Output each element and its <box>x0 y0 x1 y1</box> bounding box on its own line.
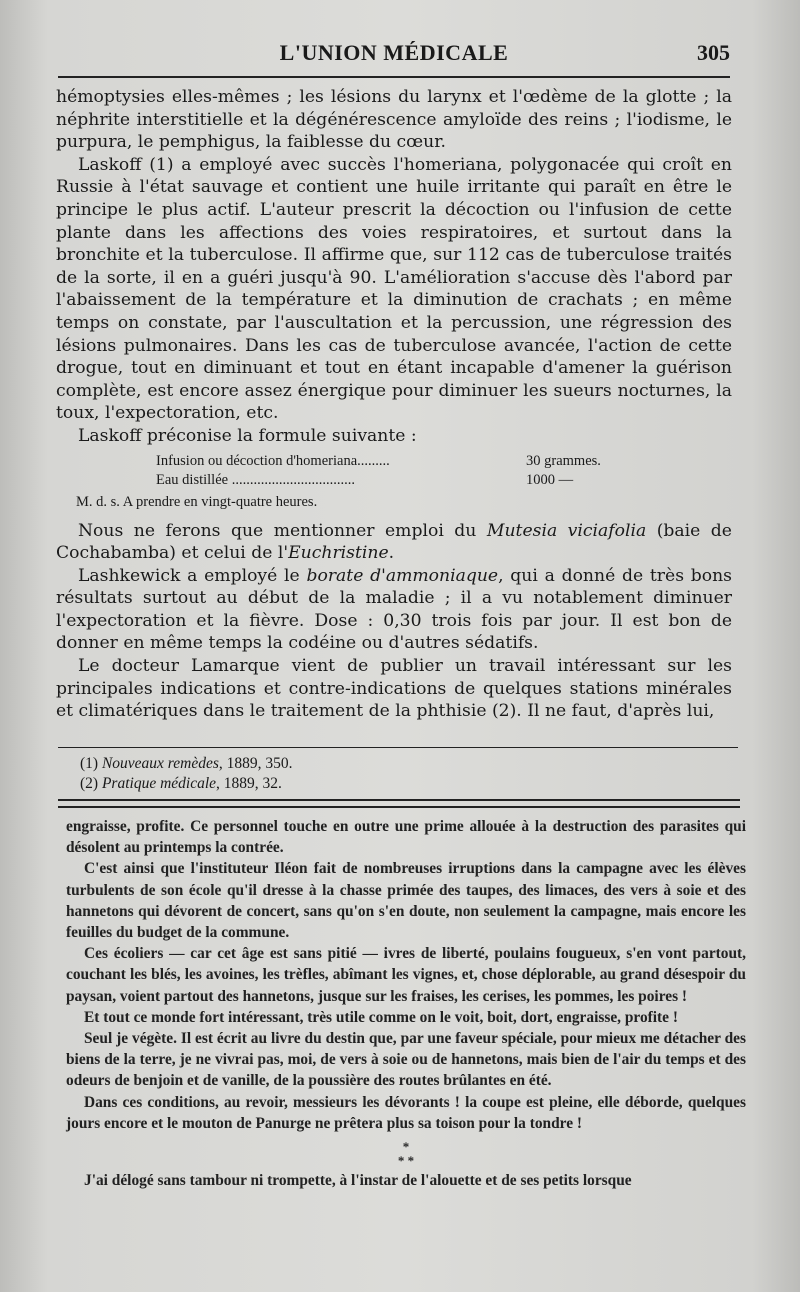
article-body <box>56 86 732 723</box>
asterism <box>66 1140 746 1168</box>
formula-ingredient: Infusion ou décoction d'homeriana......... <box>156 452 390 469</box>
feuilleton-paragraph: engraisse, profite. Ce personnel touche en outre une prime allouée à la destruction des parasites qui désolent au printemps la contrée. <box>66 818 746 857</box>
footnote <box>80 774 720 794</box>
feuilleton-paragraph: J'ai délogé sans tambour ni trompette, à l'instar de l'alouette et de ses petits lorsque <box>84 1172 632 1190</box>
paragraph-lashkewick <box>56 565 732 655</box>
feuilleton-paragraph: C'est ainsi que l'instituteur Iléon fait de nombreuses irruptions dans la campagne avec les élèves turbulents de son école qu'il dresse à la chasse primée des taupes, des limaces, des vers à soie et des hannetons qui dévorent de concert, sans qu'on s'en doute, non seulement la campagne, mais encore les feuilles du budget de la commune. <box>66 860 746 942</box>
text-run: . <box>388 543 395 564</box>
formula-quantity: 30 grammes. <box>526 452 601 469</box>
journal-title: L'UNION MÉDICALE <box>279 40 509 65</box>
footnote-source: Nouveaux remèdes <box>101 755 219 772</box>
formula-row <box>156 471 732 490</box>
formula-ingredient: Eau distillée .................................. <box>156 471 355 488</box>
paragraph-lamarque: Le docteur Lamarque vient de publier un travail intéressant sur les principales indications et contre-indications de quelques stations minérales et climatériques dans le traitement de la phthisie (2). Il ne faut, d'après lui, <box>56 656 732 722</box>
running-header <box>58 40 730 68</box>
footnote-rule <box>58 747 738 748</box>
footnote-mark: (2) <box>80 775 102 792</box>
text-run: Lashkewick a employé le <box>78 565 307 586</box>
feuilleton-paragraph: Et tout ce monde fort intéressant, très utile comme on le voit, boit, dort, engraisse, profite ! <box>84 1008 678 1026</box>
paragraph-continuation: hémoptysies elles-mêmes ; les lésions du larynx et l'œdème de la glotte ; la néphrite interstitielle et la dégénérescence amyloïde des reins ; l'iodisme, le purpura, le pemphigus, la faiblesse du cœur. <box>56 87 732 153</box>
feuilleton-paragraph: Ces écoliers — car cet âge est sans pitié — ivres de liberté, poulains fougueux, s'en vont partout, couchant les blés, les avoines, les trèfles, abîmant les vignes, et, chose déplorable, au grand désespoir du paysan, voient partout des hannetons, jusque sur les fraises, les cerises, les pommes, les poires ! <box>66 945 746 1005</box>
formula-row <box>156 452 732 471</box>
feuilleton-section <box>66 816 746 1191</box>
formula-quantity: 1000 — <box>526 471 574 488</box>
footnote-ref: , 1889, 32. <box>216 775 282 792</box>
italic-term: borate d'ammoniaque <box>306 565 499 586</box>
paragraph-laskoff: Laskoff (1) a employé avec succès l'homeriana, polygonacée qui croît en Russie à l'état sauvage et contient une huile irritante qui paraît en être le principe le plus actif. L'auteur prescrit la décoction ou l'infusion de cette plante dans les affections des voies respiratoires, et surtout dans la bronchite et la tuberculose. Il affirme que, sur 112 cas de tuberculose traités de la sorte, il en a guéri jusqu'à 90. L'amélioration s'accuse dès l'abord par l'abaissement de la température et la diminution de crachats ; en même temps on constate, par l'auscultation et la percussion, une régression des lésions pulmonaires. Dans les cas de tuberculose avancée, l'action de cette drogue, tout en diminuant et tout en étant incapable d'amener la guérison complète, est encore assez énergique pour diminuer les sueurs nocturnes, la toux, l'expectoration, etc. <box>56 154 732 424</box>
italic-term: Mutesia viciafolia <box>486 520 647 541</box>
footnote-mark: (1) <box>80 755 102 772</box>
asterism-top: * <box>402 1139 410 1155</box>
footnote <box>80 754 720 774</box>
dosage-instruction: M. d. s. A prendre en vingt-quatre heures. <box>76 493 318 510</box>
text-run: (baie de Cochabamba) et celui de l' <box>56 520 732 564</box>
text-run: , qui a donné de très bons résultats surtout au début de la maladie ; il a vu notablement diminuer l'expectoration et la fièvre. Dose : 0,30 trois fois par jour. Il est bon de donner en même temps la codéine ou d'autres sédatifs. <box>56 565 732 654</box>
footnote-source: Pratique médicale <box>101 775 217 792</box>
paragraph-mutesia <box>56 520 732 565</box>
text-run: Nous ne ferons que mentionner emploi du <box>78 520 487 541</box>
footnotes <box>80 754 720 794</box>
paragraph-formula-intro: Laskoff préconise la formule suivante : <box>78 425 417 446</box>
header-rule <box>58 76 730 78</box>
footnote-ref: , 1889, 350. <box>218 755 293 772</box>
italic-term: Euchristine <box>288 543 389 564</box>
feuilleton-separator <box>58 799 740 808</box>
feuilleton-paragraph: Seul je végète. Il est écrit au livre du destin que, par une faveur spéciale, pour mieux me détacher des biens de la terre, je ne vivrai pas, moi, de vers à soie ou de hannetons, mais bien de l'air du temps et des odeurs de benjoin et de vanille, de la poussière des routes brûlantes en été. <box>66 1030 746 1090</box>
feuilleton-paragraph: Dans ces conditions, au revoir, messieurs les dévorants ! la coupe est pleine, elle déborde, quelques jours encore et le mouton de Panurge ne prêtera plus sa toison pour la tondre ! <box>66 1093 746 1132</box>
asterism-bottom: * * <box>397 1153 415 1169</box>
prescription-formula <box>156 452 732 490</box>
page-number: 305 <box>697 40 730 65</box>
